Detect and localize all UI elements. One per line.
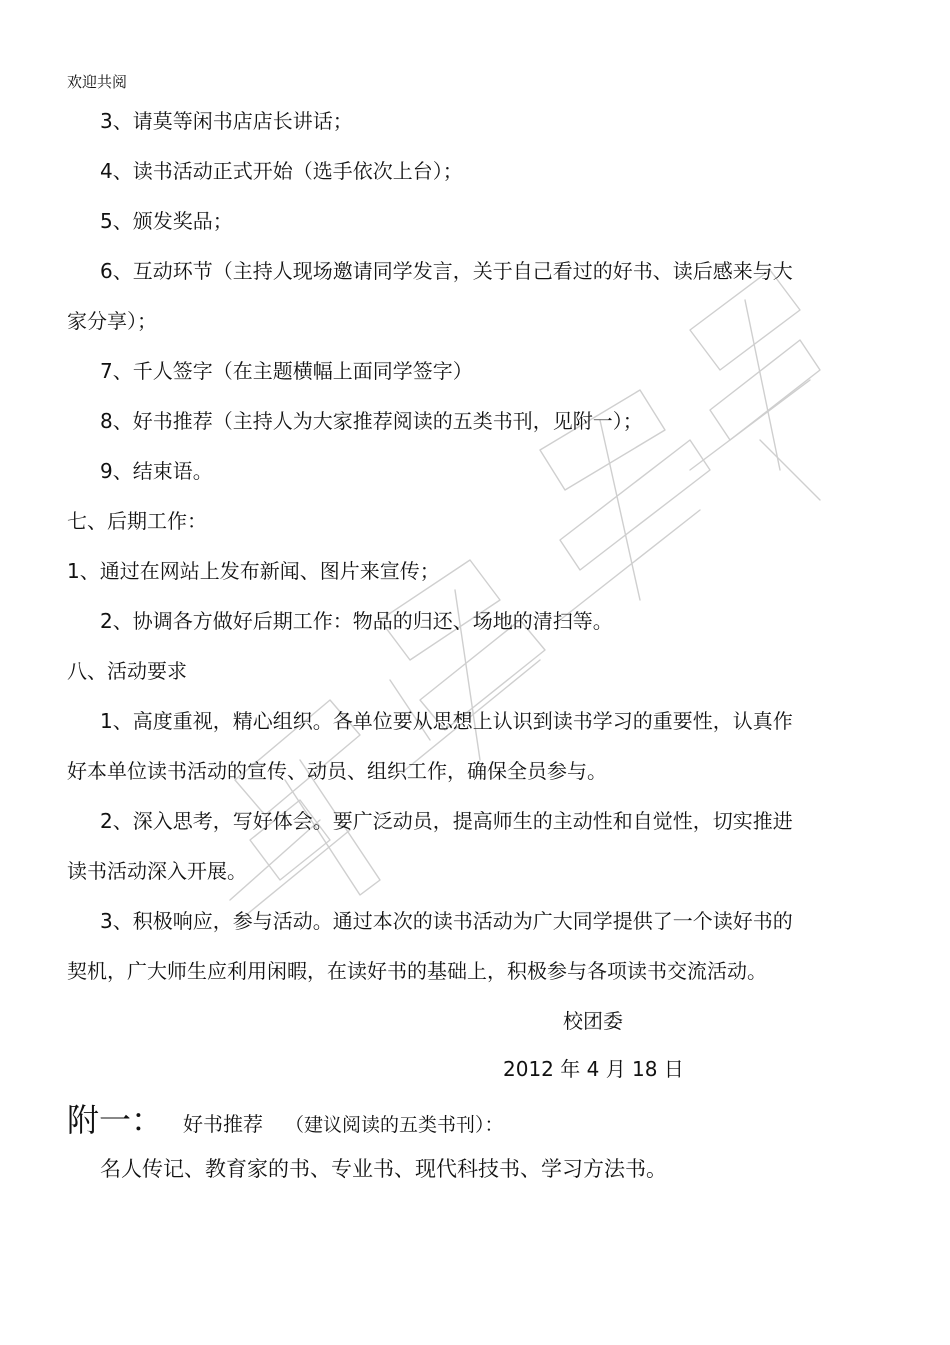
program-item: 7、千人签字（在主题横幅上面同学签字） [100,359,473,383]
requirement-line: 好本单位读书活动的宣传、动员、组织工作，确保全员参与。 [67,759,607,783]
requirement-line: 读书活动深入开展。 [67,859,247,883]
requirement-line: 2、深入思考，写好体会。要广泛动员，提高师生的主动性和自觉性，切实推进 [100,809,793,833]
program-item: 8、好书推荐（主持人为大家推荐阅读的五类书刊，见附一）； [100,409,643,433]
section-heading: 七、后期工作： [67,509,207,533]
program-item: 3、请莫等闲书店店长讲话； [100,109,353,133]
section-item: 1、通过在网站上发布新闻、图片来宣传； [67,559,440,583]
section-item: 2、协调各方做好后期工作：物品的归还、场地的清扫等。 [100,609,613,633]
appendix-title: 好书推荐 [183,1112,264,1136]
requirement-line: 3、积极响应，参与活动。通过本次的读书活动为广大同学提供了一个读好书的 [100,909,793,933]
signature-date: 2012 年 4 月 18 日 [503,1057,684,1081]
program-item: 9、结束语。 [100,459,213,483]
appendix-book-list: 名人传记、教育家的书、专业书、现代科技书、学习方法书。 [100,1157,667,1181]
section-heading: 八、活动要求 [67,659,187,683]
requirement-line: 1、高度重视，精心组织。各单位要从思想上认识到读书学习的重要性，认真作 [100,709,793,733]
appendix-note: （建议阅读的五类书刊）： [285,1114,504,1136]
appendix-heading [67,1100,504,1145]
program-item: 5、颁发奖品； [100,209,233,233]
program-item-continued: 家分享）； [67,309,157,333]
program-item: 4、读书活动正式开始（选手依次上台）； [100,159,463,183]
requirement-line: 契机，广大师生应利用闲暇，在读好书的基础上，积极参与各项读书交流活动。 [67,959,767,983]
program-item: 6、互动环节（主持人现场邀请同学发言，关于自己看过的好书、读后感来与大 [100,259,793,283]
signature-org: 校团委 [563,1009,623,1033]
appendix-label: 附一： [67,1101,164,1139]
page-header: 欢迎共阅 [67,73,128,91]
